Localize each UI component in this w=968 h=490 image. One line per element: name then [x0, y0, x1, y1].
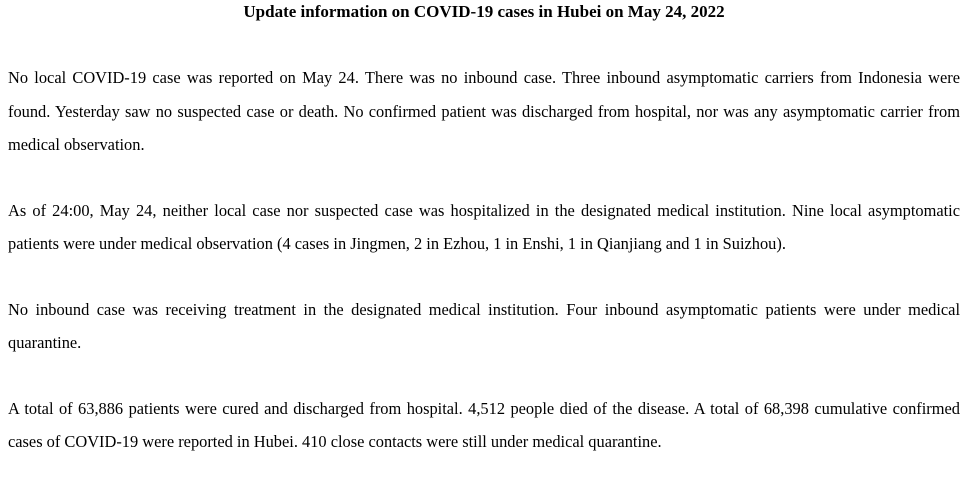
paragraph-cumulative-totals: A total of 63,886 patients were cured and discharged from hospital. 4,512 people died of the disease. A total of 68,398 cumulative confirmed cases of COVID-19 were reported in Hubei. 410 close contacts were still under medical quarantine. [8, 398, 960, 451]
document-title: Update information on COVID-19 cases in Hubei on May 24, 2022 [243, 2, 725, 21]
paragraph-inbound-status: No inbound case was receiving treatment in the designated medical institution. Four inbound asymptomatic patients were under medical quarantine. [8, 299, 960, 352]
paragraph-local-status: As of 24:00, May 24, neither local case nor suspected case was hospitalized in the designated medical institution. Nine local asymptomatic patients were under medical observation (4 cases in Jingmen, 2 in Ezhou, 1 in Enshi, 1 in Qianjiang and 1 in Suizhou). [8, 200, 960, 253]
paragraph-summary: No local COVID-19 case was reported on May 24. There was no inbound case. Three inbound asymptomatic carriers from Indonesia were found. Yesterday saw no suspected case or death. No confirmed patient was discharged from hospital, nor was any asymptomatic carrier from medical observation. [8, 68, 960, 154]
